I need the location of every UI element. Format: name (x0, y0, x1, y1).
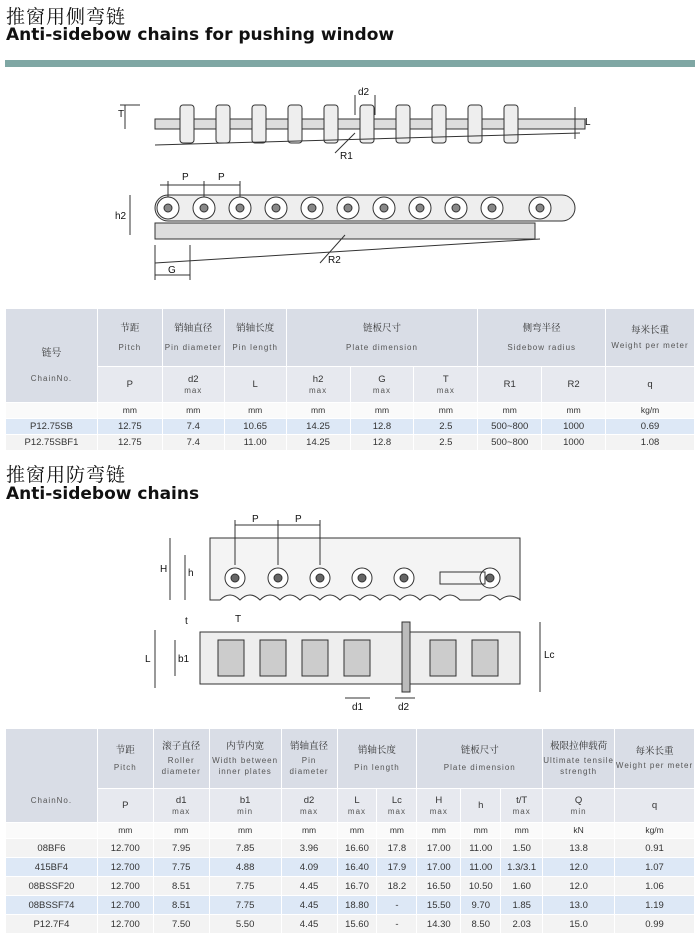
table-row: P12.7F4 12.700 7.50 5.50 4.45 15.60 - 14.30 8.50 2.03 15.0 0.99 (6, 915, 695, 934)
anti-sidebow-chain-diagram (140, 510, 560, 720)
label-R1: R1 (340, 151, 353, 162)
hdr-width-zh: 内节内宽 (226, 740, 265, 752)
label-L: L (145, 654, 151, 665)
label-t: t (185, 616, 188, 627)
anti-sidebow-spec-table (5, 728, 695, 934)
sidebow-chain-diagram (100, 85, 600, 285)
label-G: G (168, 265, 176, 276)
hdr-pin-dia-zh: 销轴直径 (174, 322, 213, 334)
sym-P: P (97, 789, 153, 823)
label-P-2: P (218, 172, 225, 183)
hdr-weight-en: Weight per meter (615, 761, 694, 770)
label-t: T (118, 109, 125, 120)
table-row: 08BSSF74 12.700 8.51 7.75 4.45 18.80 - 15.50 9.70 1.85 13.0 1.19 (6, 896, 695, 915)
sym-G: G max (350, 367, 414, 403)
section-divider-bar (5, 60, 695, 67)
hdr-radius-en: Sidebow radius (507, 342, 577, 352)
table-row: 08BF6 12.700 7.95 7.85 3.96 16.60 17.8 17.00 11.00 1.50 13.8 0.91 (6, 839, 695, 858)
label-h: h (188, 568, 194, 579)
sym-tT: t/T max (501, 789, 543, 823)
hdr-pitch-zh: 节距 (115, 744, 135, 756)
table-row: P12.75SB 12.75 7.4 10.65 14.25 12.8 2.5 500~800 1000 0.69 (6, 419, 695, 435)
label-T: T (235, 614, 242, 625)
sym-h: h (461, 789, 501, 823)
label-h2: h2 (115, 211, 127, 222)
label-P-2: P (295, 514, 302, 525)
sym-d2: d2 max (162, 367, 224, 403)
sym-d2: d2 max (281, 789, 337, 823)
label-d2: d2 (358, 87, 370, 98)
hdr-pin-len-en: Pin length (354, 762, 400, 772)
hdr-pin-dia-zh: 销轴直径 (290, 740, 329, 752)
section2-title-zh: 推窗用防弯链 (6, 464, 127, 486)
sym-T: T max (414, 367, 478, 403)
hdr-plate-en: Plate dimension (443, 762, 516, 772)
hdr-pitch-en: Pitch (118, 342, 142, 352)
hdr-plate-zh: 链板尺寸 (362, 322, 401, 334)
hdr-width-en: Width between inner plates (212, 755, 279, 776)
section1-title-zh: 推窗用侧弯链 (6, 6, 127, 28)
units-row: mm mm mm mm mm mm mm mm mm kN kg/m (6, 823, 695, 839)
sym-Lc: Lc max (377, 789, 417, 823)
units-row: mm mm mm mm mm mm mm mm kg/m (6, 403, 695, 419)
sym-R1: R1 (478, 367, 542, 403)
hdr-weight-zh: 每米长重 (635, 746, 674, 757)
table-row: P12.75SBF1 12.75 7.4 11.00 14.25 12.8 2.5 500~800 1000 1.08 (6, 435, 695, 451)
sym-q: q (615, 789, 695, 823)
hdr-weight-en: Weight per meter (611, 340, 689, 350)
sym-b1: b1 min (209, 789, 281, 823)
section1-title-en: Anti-sidebow chains for pushing window (6, 25, 395, 45)
label-R2: R2 (328, 255, 341, 266)
label-Lc: Lc (544, 650, 555, 661)
sym-P: P (97, 367, 162, 403)
hdr-pin-len-zh: 销轴长度 (236, 322, 275, 334)
sym-h2: h2 max (286, 367, 350, 403)
label-L: L (585, 117, 591, 128)
hdr-roller-zh: 滚子直径 (162, 740, 201, 752)
hdr-strength-zh: 极限拉伸载荷 (550, 740, 608, 752)
hdr-radius-zh: 侧弯半径 (522, 322, 561, 334)
hdr-weight-zh: 每米长重 (631, 324, 670, 336)
hdr-strength-en: Ultimate tensile strength (543, 755, 614, 776)
hdr-pitch-zh: 节距 (120, 322, 140, 334)
sym-d1: d1 max (153, 789, 209, 823)
hdr-plate-zh: 链板尺寸 (460, 744, 499, 756)
label-P-1: P (182, 172, 189, 183)
hdr-pin-len-en: Pin length (232, 342, 278, 352)
label-P-1: P (252, 514, 259, 525)
hdr-plate-en: Plate dimension (345, 342, 418, 352)
sym-q: q (606, 367, 695, 403)
sym-Q: Q min (543, 789, 615, 823)
label-H: H (160, 564, 168, 575)
sym-L: L max (337, 789, 377, 823)
sym-R2: R2 (542, 367, 606, 403)
hdr-pin-dia-en: Pin diameter (164, 342, 222, 352)
label-d2: d2 (398, 702, 410, 713)
sym-L: L (224, 367, 286, 403)
hdr-pitch-en: Pitch (113, 762, 137, 772)
hdr-pin-len-zh: 销轴长度 (357, 744, 396, 756)
hdr-pin-dia-en: Pin diameter (289, 755, 329, 776)
table-row: 08BSSF20 12.700 8.51 7.75 4.45 16.70 18.2 16.50 10.50 1.60 12.0 1.06 (6, 877, 695, 896)
col-chain-zh: 链号 (41, 347, 62, 359)
table-row: 415BF4 12.700 7.75 4.88 4.09 16.40 17.9 17.00 11.00 1.3/3.1 12.0 1.07 (6, 858, 695, 877)
hdr-roller-en: Roller diameter (161, 755, 201, 776)
label-d1: d1 (352, 702, 364, 713)
col-chain-en: ChainNo. (30, 373, 73, 383)
col-chain-en: ChainNo. (30, 796, 73, 805)
label-b1: b1 (178, 654, 190, 665)
sym-H: H max (417, 789, 461, 823)
sidebow-spec-table (5, 308, 695, 451)
section2-title-en: Anti-sidebow chains (6, 484, 200, 504)
